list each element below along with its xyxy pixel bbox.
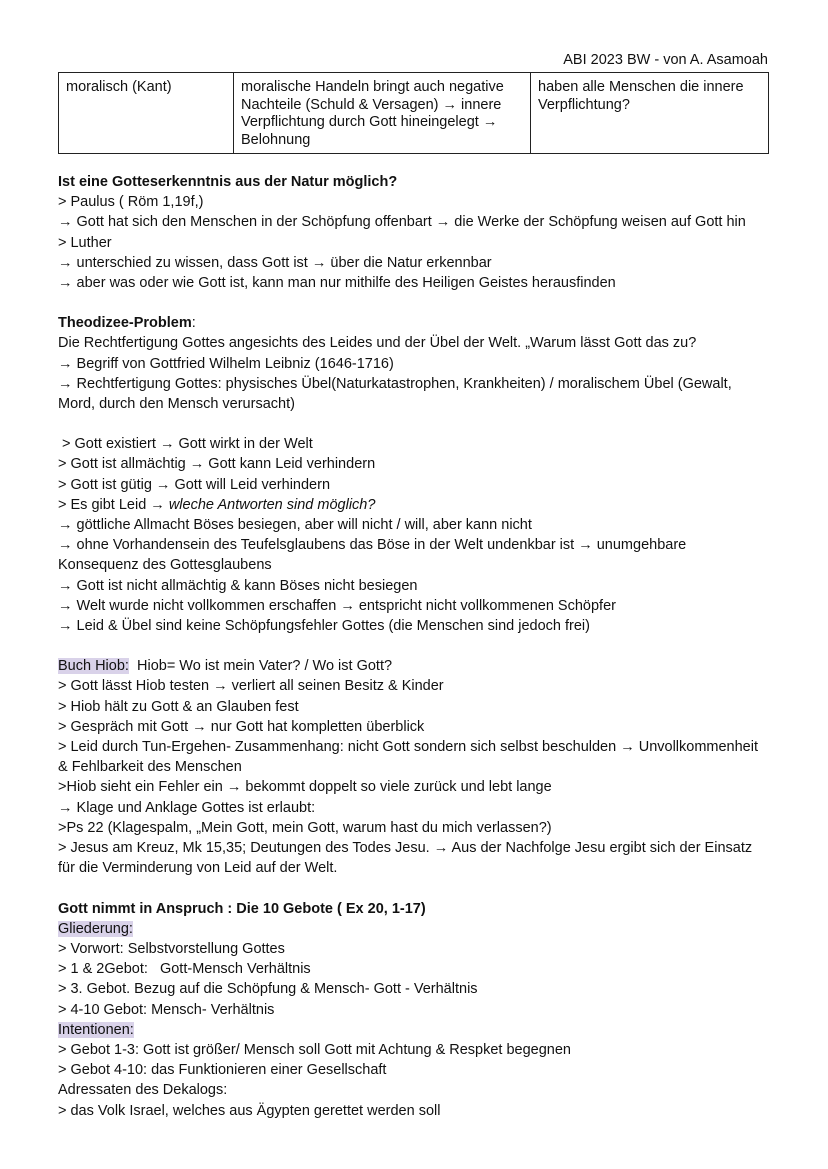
text-line: Die Rechtfertigung Gottes angesichts des Leides und der Übel der Welt. „Warum lässt Gott das zu? [58,335,697,352]
text-line [58,495,770,515]
section-natural-knowledge [58,172,770,293]
text-line: > Gott ist allmächtig → Gott kann Leid verhindern [58,456,376,473]
text-line: > Gebot 1-3: Gott ist größer/ Mensch soll Gott mit Achtung & Respket begegnen [58,1041,572,1058]
section-title: Gott nimmt in Anspruch : Die 10 Gebote ( Ex 20, 1-17) [58,900,426,917]
table-cell-description: moralische Handeln bringt auch negative Nachteile (Schuld & Versagen) → innere Verpflichtung durch Gott hineingelegt → Belohnung [234,73,531,154]
leid-prefix: > Es gibt Leid → [58,496,169,513]
leid-question: wleche Antworten sind möglich? [168,496,376,513]
text-line: → Gott ist nicht allmächtig & kann Böses nicht besiegen [58,577,418,594]
section-title-rest: Hiob= Wo ist mein Vater? / Wo ist Gott? [128,658,393,675]
text-line: > 3. Gebot. Bezug auf die Schöpfung & Mensch- Gott - Verhältnis [58,981,478,998]
section-ten-commandments [58,899,770,1121]
spacer [58,636,770,656]
section-title: Theodizee-Problem [58,315,192,332]
table-row [59,73,769,154]
section-title-line [58,313,770,333]
spacer [58,293,770,313]
title-colon: : [191,315,196,332]
text-line: → unterschied zu wissen, dass Gott ist → über die Natur erkennbar [58,254,492,271]
text-line: > Gott ist gütig → Gott will Leid verhindern [58,476,331,493]
subheading-line [58,1020,770,1040]
spacer [58,414,770,434]
subheading-line [58,919,770,939]
text-line: → Klage und Anklage Gottes ist erlaubt: [58,799,316,816]
text-line: → göttliche Allmacht Böses besiegen, aber will nicht / will, aber kann nicht [58,517,532,534]
text-line: > das Volk Israel, welches aus Ägypten gerettet werden soll [58,1102,441,1119]
spacer [58,879,770,899]
section-title: Ist eine Gotteserkenntnis aus der Natur möglich? [58,174,398,190]
text-line: > Vorwort: Selbstvorstellung Gottes [58,940,285,957]
text-line: > Gott existiert → Gott wirkt in der Welt [58,436,313,453]
table-cell-position: moralisch (Kant) [59,73,234,154]
text-line: >Hiob sieht ein Fehler ein → bekommt doppelt so viele zurück und lebt lange [58,779,552,796]
table-cell-question: haben alle Menschen die innere Verpflichtung? [531,73,769,154]
document-body [58,172,770,1121]
text-line: → Welt wurde nicht vollkommen erschaffen → entspricht nicht vollkommenen Schöpfer [58,597,616,614]
text-line: > Jesus am Kreuz, Mk 15,35; Deutungen des Todes Jesu. → Aus der Nachfolge Jesu ergibt sich der Einsatz für die Verminderung von Leid auf der Welt. [58,840,753,877]
text-line: > Paulus ( Röm 1,19f,) [58,194,204,211]
text-line: → Leid & Übel sind keine Schöpfungsfehler Gottes (die Menschen sind jedoch frei) [58,618,590,635]
section-theodicy [58,313,770,636]
text-line: → Rechtfertigung Gottes: physisches Übel(Naturkatastrophen, Krankheiten) / moralischem Übel (Gewalt, Mord, durch den Mensch verursacht) [58,375,732,413]
highlighted-label: Buch Hiob: [58,658,129,675]
text-line: → Gott hat sich den Menschen in der Schöpfung offenbart → die Werke der Schöpfung weisen auf Gott hin [58,214,746,231]
text-line: > Luther [58,234,112,251]
text-line: > Hiob hält zu Gott & an Glauben fest [58,698,299,715]
comparison-table [58,72,769,154]
text-line: → ohne Vorhandensein des Teufelsglaubens das Böse in der Welt undenkbar ist → unumgehbare Konsequenz des Gottesglaubens [58,537,687,574]
text-line: > Gott lässt Hiob testen → verliert all seinen Besitz & Kinder [58,678,444,695]
section-hiob [58,656,770,878]
text-line: → aber was oder wie Gott ist, kann man nur mithilfe des Heiligen Geistes herausfinden [58,275,616,292]
page-header: ABI 2023 BW - von A. Asamoah [563,52,768,68]
text-line: > Leid durch Tun-Ergehen- Zusammenhang: nicht Gott sondern sich selbst beschulden → Unvollkommenheit & Fehlbarkeit des Menschen [58,739,759,776]
text-line: → Begriff von Gottfried Wilhelm Leibniz (1646-1716) [58,355,394,372]
text-line: >Ps 22 (Klagespalm, „Mein Gott, mein Gott, warum hast du mich verlassen?) [58,819,552,836]
text-line: > 4-10 Gebot: Mensch- Verhältnis [58,1001,275,1018]
highlighted-label: Intentionen: [58,1021,134,1038]
text-line: > Gebot 4-10: das Funktionieren einer Gesellschaft [58,1062,387,1079]
text-line: > Gespräch mit Gott → nur Gott hat kompletten überblick [58,718,425,735]
section-title-line [58,656,770,676]
highlighted-label: Gliederung: [58,920,133,937]
subheading: Adressaten des Dekalogs: [58,1082,228,1099]
text-line: > 1 & 2Gebot: Gott-Mensch Verhältnis [58,961,311,978]
